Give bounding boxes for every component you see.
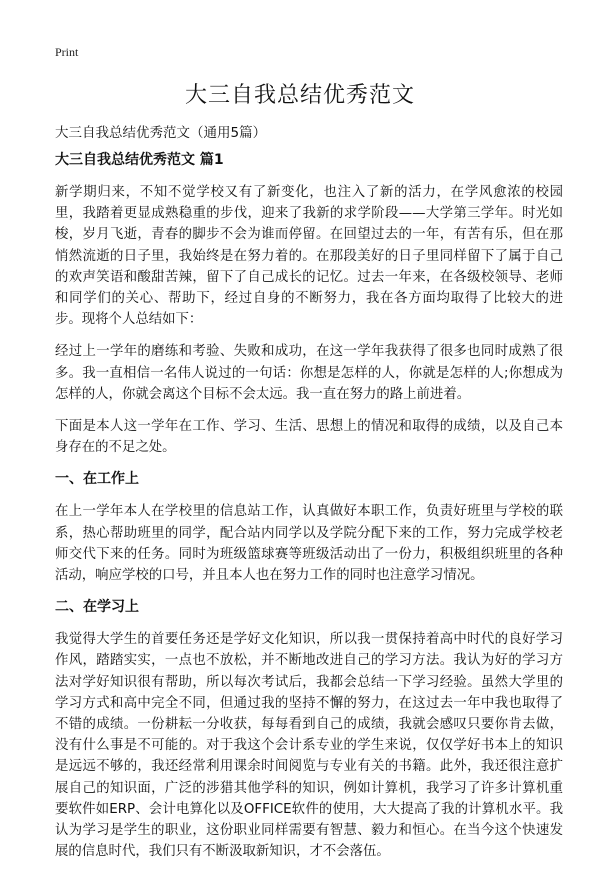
document-title: 大三自我总结优秀范文 (184, 83, 415, 108)
study-heading: 二、在学习上 (55, 599, 139, 616)
print-link[interactable]: Print (55, 45, 79, 59)
intro-paragraph-1: 新学期归来，不知不觉学校又有了新变化，也注入了新的活力，在学风愈浓的校园里，我踏着更显成熟稳重的步伐，迎来了我新的求学阶段——大学第三学年。时光如梭，岁月飞逝，青春的脚步不会为谁而停留。在回望过去的一年，有苦有乐，但在那悄然流逝的日子里，我始终是在努力着的。在那段美好的日子里同样留下了属于自己的欢声笑语和酸甜苦辣，留下了自己成长的记忆。过去一年来，在各级校领导、老师和同学们的关心、帮助下，经过自身的不断努力，我在各方面均取得了比较大的进步。现将个人总结如下： (55, 185, 563, 328)
document-body (55, 150, 563, 873)
intro-paragraph-3: 下面是本人这一学年在工作、学习、生活、思想上的情况和取得的成绩，以及自己本身存在的不足之处。 (55, 419, 563, 456)
work-paragraph: 在上一学年本人在学校里的信息站工作，认真做好本职工作，负责好班里与学校的联系，热心帮助班里的同学，配合站内同学以及学院分配下来的工作，努力完成学校老师交代下来的任务。同时为班级篮球赛等班级活动出了一份力，积极组织班里的各种活动，响应学校的口号，并且本人也在努力工作的同时也注意学习情况。 (55, 504, 563, 584)
work-heading: 一、在工作上 (55, 471, 139, 488)
section-heading-1: 大三自我总结优秀范文 篇1 (55, 152, 224, 168)
intro-paragraph-2: 经过上一学年的磨练和考验、失败和成功，在这一学年我获得了很多也同时成熟了很多。我一直相信一名伟人说过的一句话：你想是怎样的人，你就是怎样的人;你想成为怎样的人，你就会离这个目标不会太远。我一直在努力的路上前进着。 (55, 344, 563, 402)
study-paragraph: 我觉得大学生的首要任务还是学好文化知识，所以我一贯保持着高中时代的良好学习作风，踏踏实实，一点也不放松，并不断地改进自己的学习方法。我认为好的学习方法对学好知识很有帮助，所以每次考试后，我都会总结一下学习经验。虽然大学里的学习方式和高中完全不同，但通过我的坚持不懈的努力，在这过去一年中我也取得了不错的成绩。一份耕耘一分收获，每每看到自己的成绩，我就会感叹只要你肯去做，没有什么事是不可能的。对于我这个会计系专业的学生来说，仅仅学好书本上的知识是远远不够的，我还经常利用课余时间阅览与专业有关的书籍。此外，我还很注意扩展自己的知识面，广泛的涉猎其他学科的知识，例如计算机，我学习了许多计算机重要软件如ERP、会计电算化以及OFFICE软件的使用，大大提高了我的计算机水平。我认为学习是学生的职业，这份职业同样需要有智慧、毅力和恒心。在当今这个快速发展的信息时代，我们只有不断汲取新知识，才不会落伍。 (55, 632, 563, 860)
document-subtitle: 大三自我总结优秀范文（通用5篇） (55, 125, 267, 141)
